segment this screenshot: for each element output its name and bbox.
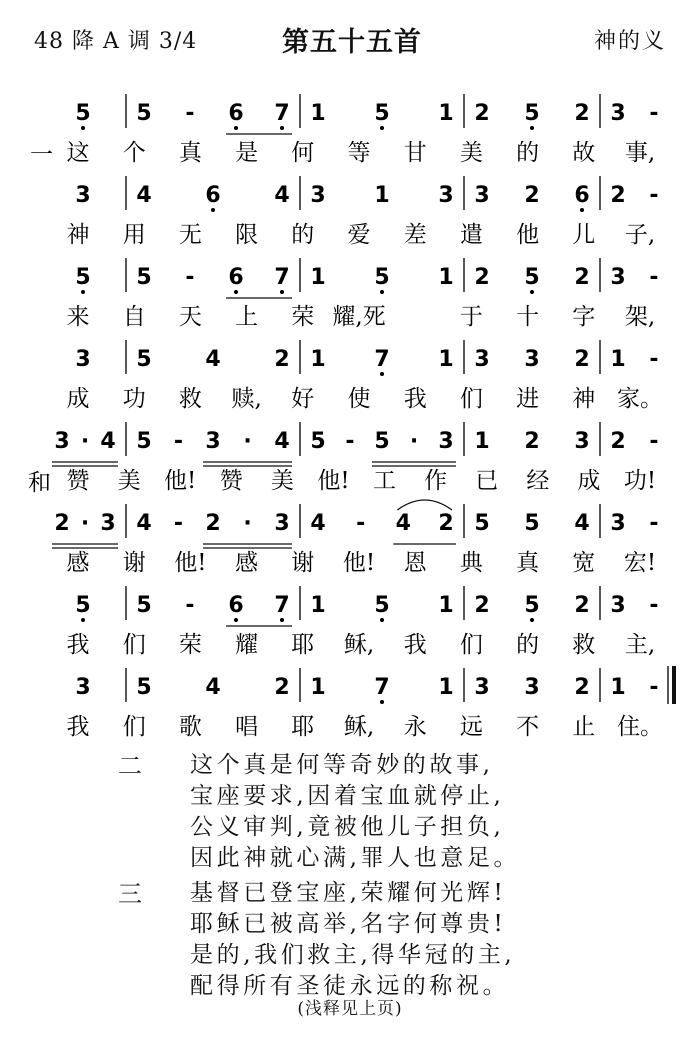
note: 2 xyxy=(574,347,590,372)
note: 3 xyxy=(610,101,626,126)
note-dash: - xyxy=(173,429,184,454)
lyric: 们 xyxy=(459,632,483,658)
note: 7 xyxy=(374,675,390,700)
note: 1 xyxy=(374,183,390,208)
note: 3 xyxy=(75,675,91,700)
note-dash: - xyxy=(356,511,366,536)
lyric: 子, xyxy=(624,222,656,248)
lyric: 们 xyxy=(122,632,146,658)
octave-dot xyxy=(580,208,584,212)
lyric: 们 xyxy=(122,714,146,740)
octave-dot xyxy=(280,290,284,294)
note-dash: - xyxy=(185,593,195,618)
verse-line: 因此神就心满,罪人也意足。 xyxy=(190,845,521,871)
octave-dot xyxy=(234,126,238,130)
octave-dot xyxy=(380,618,384,622)
octave-dot xyxy=(530,618,534,622)
note: 3 xyxy=(474,183,490,208)
octave-dot xyxy=(280,618,284,622)
note: 2 xyxy=(274,347,290,372)
note: 2 xyxy=(54,511,70,536)
note: 7 xyxy=(274,593,290,618)
note: 3 xyxy=(524,675,540,700)
lyric: 神 xyxy=(66,222,90,248)
note: 2 xyxy=(574,265,590,290)
octave-dot xyxy=(380,700,384,704)
lyric: 美 xyxy=(117,468,141,494)
verse-line: 基督已登宝座,荣耀何光辉! xyxy=(190,880,507,906)
lyric: 事, xyxy=(624,140,656,166)
lyric: 荣 xyxy=(291,304,315,330)
note-dot: · xyxy=(409,429,419,454)
hymn-category: 神的义 xyxy=(593,29,666,54)
note-dash: - xyxy=(649,265,659,290)
note: 2 xyxy=(205,511,221,536)
verse-1-label: 一 xyxy=(30,142,53,168)
chorus-label: 和 xyxy=(28,470,51,496)
lyric: 用 xyxy=(122,222,146,248)
lyric: 爱 xyxy=(347,222,371,248)
note: 2 xyxy=(474,593,490,618)
lyric: 他 xyxy=(516,222,540,248)
lyric: 住。 xyxy=(617,714,663,740)
note: 4 xyxy=(136,183,152,208)
note: 5 xyxy=(524,593,540,618)
time-signature: 3/4 xyxy=(158,29,198,54)
note: 5 xyxy=(474,511,490,536)
lyric: 自 xyxy=(122,304,146,330)
lyric: 赎, xyxy=(231,386,262,412)
note-dash: - xyxy=(649,429,659,454)
note: 3 xyxy=(610,593,626,618)
note: 3 xyxy=(75,183,91,208)
note: 3 xyxy=(474,347,490,372)
lyric: 神 xyxy=(572,386,596,412)
lyric: 美 xyxy=(459,140,483,166)
note-dash: - xyxy=(649,593,659,618)
note: 3 xyxy=(54,429,70,454)
lyric: 限 xyxy=(235,222,259,248)
lyric: 谢 xyxy=(291,550,315,576)
verse-line: 配得所有圣徒永远的称祝。 xyxy=(190,973,510,999)
lyric: 成 xyxy=(66,386,90,412)
note: 4 xyxy=(574,511,590,536)
octave-dot xyxy=(81,290,85,294)
note: 3 xyxy=(524,347,540,372)
note: 3 xyxy=(205,429,221,454)
lyric: 天 xyxy=(178,304,202,330)
note: 7 xyxy=(274,101,290,126)
note: 5 xyxy=(374,101,390,126)
footnote: (浅释见上页) xyxy=(297,999,403,1019)
lyric: 的 xyxy=(516,632,540,658)
lyric: 感 xyxy=(66,550,90,576)
note: 3 xyxy=(100,511,116,536)
lyric: 是 xyxy=(235,140,259,166)
lyric: 上 xyxy=(235,304,259,330)
lyric: 十 xyxy=(516,304,540,330)
note: 1 xyxy=(310,593,326,618)
lyric: 耶 xyxy=(291,632,315,658)
lyric: 谢 xyxy=(122,550,146,576)
lyric: 差 xyxy=(403,222,427,248)
note: 1 xyxy=(438,265,454,290)
lyric: 耶 xyxy=(291,714,315,740)
lyric: 成 xyxy=(577,468,601,494)
note: 5 xyxy=(136,429,152,454)
lyric: 经 xyxy=(526,468,550,494)
verse-line: 公义审判,竟被他儿子担负, xyxy=(190,814,505,840)
lyric: 甘 xyxy=(403,140,427,166)
note: 6 xyxy=(228,593,244,618)
note: 6 xyxy=(205,183,221,208)
note: 5 xyxy=(524,101,540,126)
note: 3 xyxy=(438,183,454,208)
note-dot: · xyxy=(243,429,252,454)
lyric: 工 xyxy=(373,468,397,494)
lyric: 个 xyxy=(122,140,146,166)
lyric: 不 xyxy=(516,714,540,740)
note-dash: - xyxy=(649,511,659,536)
note: 5 xyxy=(136,347,152,372)
lyric: 感 xyxy=(235,550,259,576)
lyric: 来 xyxy=(66,304,90,330)
lyric: 们 xyxy=(459,386,483,412)
note: 5 xyxy=(374,265,390,290)
note: 1 xyxy=(610,675,626,700)
lyric: 已 xyxy=(475,468,499,494)
note: 1 xyxy=(610,347,626,372)
lyric: 赞 xyxy=(66,468,90,494)
verse-line: 是的,我们救主,得华冠的主, xyxy=(190,942,516,968)
octave-dot xyxy=(530,126,534,130)
lyric: 进 xyxy=(516,386,540,412)
note: 3 xyxy=(474,675,490,700)
lyric: 使 xyxy=(347,386,371,412)
note: 4 xyxy=(274,429,290,454)
octave-dot xyxy=(81,618,85,622)
hymn-title: 第五十五首 xyxy=(282,27,422,58)
note-dot: · xyxy=(243,511,252,536)
note: 6 xyxy=(574,183,590,208)
lyric: 我 xyxy=(66,714,90,740)
note: 3 xyxy=(610,511,626,536)
note: 4 xyxy=(310,511,326,536)
note: 2 xyxy=(438,511,454,536)
octave-dot xyxy=(211,208,215,212)
note: 5 xyxy=(75,101,91,126)
note: 5 xyxy=(374,429,390,454)
lyric: 主, xyxy=(624,632,656,658)
note: 6 xyxy=(228,265,244,290)
octave-dot xyxy=(530,290,534,294)
lyric: 歌 xyxy=(178,714,202,740)
lyric: 稣, xyxy=(343,714,375,740)
note: 5 xyxy=(310,429,326,454)
lyric: 我 xyxy=(66,632,90,658)
note: 1 xyxy=(310,347,326,372)
note: 1 xyxy=(438,101,454,126)
note: 4 xyxy=(205,675,221,700)
verse-line: 宝座要求,因着宝血就停止, xyxy=(190,783,505,809)
octave-dot xyxy=(380,290,384,294)
page-number: 48 xyxy=(34,29,64,54)
note: 5 xyxy=(136,593,152,618)
lyric: 救 xyxy=(572,632,596,658)
lyric: 他! xyxy=(317,468,350,494)
note: 1 xyxy=(438,593,454,618)
lyric: 何 xyxy=(291,140,315,166)
octave-dot xyxy=(280,126,284,130)
lyric: 荣 xyxy=(178,632,202,658)
note: 4 xyxy=(274,183,290,208)
lyric: 的 xyxy=(516,140,540,166)
note: 2 xyxy=(474,265,490,290)
note-dash: - xyxy=(345,429,355,454)
lyric: 宏! xyxy=(623,550,657,576)
lyric: 无 xyxy=(178,222,202,248)
lyric: 稣, xyxy=(343,632,375,658)
lyric: 功! xyxy=(623,468,657,494)
lyric: 远 xyxy=(459,714,483,740)
lyric: 宽 xyxy=(572,550,596,576)
lyric: 作 xyxy=(424,468,448,494)
lyric: 我 xyxy=(403,386,427,412)
lyric: 赞 xyxy=(219,468,243,494)
note: 2 xyxy=(474,101,490,126)
note: 5 xyxy=(374,593,390,618)
note: 3 xyxy=(310,183,326,208)
note: 7 xyxy=(374,347,390,372)
note: 1 xyxy=(438,347,454,372)
lyric: 恩 xyxy=(403,550,427,576)
octave-dot xyxy=(81,126,85,130)
slur xyxy=(397,500,452,510)
note: 3 xyxy=(610,265,626,290)
lyric: 这 xyxy=(66,140,90,166)
note-dot: · xyxy=(80,511,90,536)
note: 5 xyxy=(136,675,152,700)
lyric: 于 xyxy=(459,304,483,330)
note: 2 xyxy=(524,183,540,208)
lyric: 功 xyxy=(122,386,146,412)
key-signature: 降 A 调 xyxy=(72,29,151,54)
note: 5 xyxy=(524,511,540,536)
note: 2 xyxy=(610,183,626,208)
note: 3 xyxy=(75,347,91,372)
note: 4 xyxy=(205,347,221,372)
note: 7 xyxy=(274,265,290,290)
note: 2 xyxy=(574,101,590,126)
note: 2 xyxy=(574,593,590,618)
note: 5 xyxy=(75,593,91,618)
note: 6 xyxy=(228,101,244,126)
note: 4 xyxy=(136,511,152,536)
note: 1 xyxy=(310,265,326,290)
lyric: 家。 xyxy=(617,386,663,412)
note: 5 xyxy=(136,265,152,290)
lyric: 止 xyxy=(572,714,596,740)
lyric: 儿 xyxy=(572,222,596,248)
octave-dot xyxy=(234,618,238,622)
note: 4 xyxy=(100,429,116,454)
lyric: 遣 xyxy=(459,222,483,248)
lyric: 唱 xyxy=(235,714,259,740)
note: 3 xyxy=(438,429,454,454)
lyric: 美 xyxy=(270,468,294,494)
note-dash: - xyxy=(649,675,659,700)
note: 4 xyxy=(395,511,411,536)
note: 1 xyxy=(310,101,326,126)
lyric: 他! xyxy=(164,468,197,494)
note: 5 xyxy=(136,101,152,126)
lyric: 永 xyxy=(403,714,427,740)
note: 2 xyxy=(610,429,626,454)
note: 3 xyxy=(574,429,590,454)
lyric: 真 xyxy=(178,140,202,166)
octave-dot xyxy=(380,372,384,376)
note-dash: - xyxy=(649,183,659,208)
note: 1 xyxy=(310,675,326,700)
verse-2-label: 二 xyxy=(118,752,142,780)
lyric: 耀 xyxy=(235,632,259,658)
lyric: 真 xyxy=(516,550,540,576)
note-dash: - xyxy=(649,347,659,372)
lyric: 救 xyxy=(178,386,202,412)
note: 2 xyxy=(574,675,590,700)
note-dash: - xyxy=(649,101,659,126)
octave-dot xyxy=(234,290,238,294)
note: 1 xyxy=(438,675,454,700)
verse-line: 这个真是何等奇妙的故事, xyxy=(190,752,494,778)
lyric: 典 xyxy=(459,550,483,576)
lyric: 字 xyxy=(572,304,596,330)
note: 5 xyxy=(524,265,540,290)
note: 5 xyxy=(75,265,91,290)
note-dot: · xyxy=(80,429,90,454)
note: 1 xyxy=(474,429,490,454)
note: 2 xyxy=(274,675,290,700)
note-dash: - xyxy=(173,511,184,536)
lyric: 耀,死 xyxy=(332,304,386,330)
note: 2 xyxy=(524,429,540,454)
verse-3-label: 三 xyxy=(118,880,142,908)
lyric: 我 xyxy=(403,632,427,658)
note: 3 xyxy=(274,511,290,536)
lyric: 故 xyxy=(572,140,596,166)
lyric: 他! xyxy=(342,550,376,576)
lyric: 的 xyxy=(291,222,315,248)
lyric: 等 xyxy=(347,140,371,166)
octave-dot xyxy=(380,126,384,130)
lyric: 好 xyxy=(291,386,315,412)
lyric: 架, xyxy=(624,304,656,330)
verse-line: 耶稣已被高举,名字何尊贵! xyxy=(190,911,507,937)
lyric: 他! xyxy=(174,550,207,576)
note-dash: - xyxy=(185,101,195,126)
note-dash: - xyxy=(185,265,195,290)
